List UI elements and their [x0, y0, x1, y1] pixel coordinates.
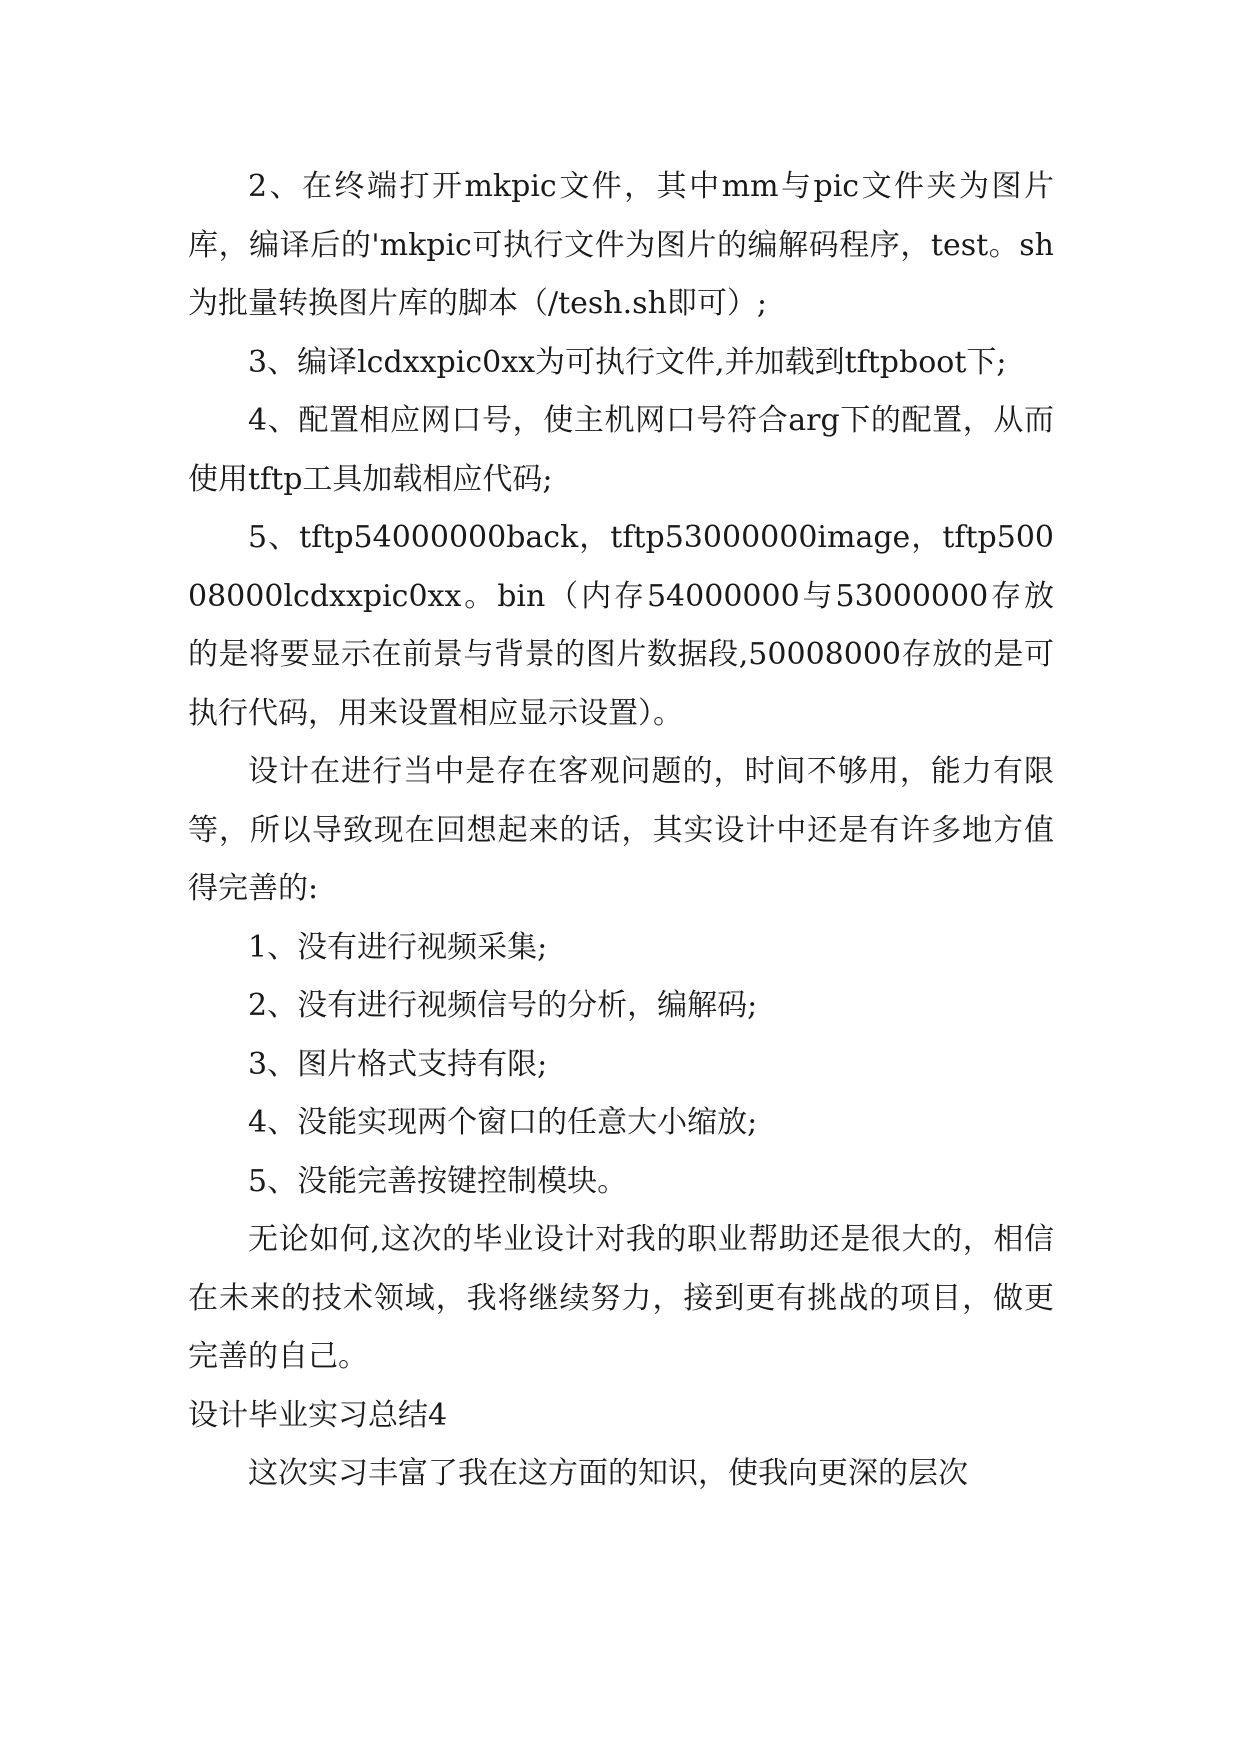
paragraph-step-4: 4、配置相应网口号，使主机网口号符合arg下的配置，从而使用tftp工具加载相应代码; — [188, 403, 1054, 497]
section-heading: 设计毕业实习总结4 — [188, 1397, 448, 1433]
paragraph-internship-summary: 这次实习丰富了我在这方面的知识，使我向更深的层次 — [248, 1456, 968, 1491]
paragraph-step-5: 5、tftp54000000back，tftp53000000image，tftp50008000lcdxxpic0xx。bin（内存54000000与53000000存放的是将要显示在前景与背景的图片数据段,50008000存放的是可执行代码，用来设置相应显示设置）。 — [188, 520, 1054, 731]
paragraph-step-2: 2、在终端打开mkpic文件，其中mm与pic文件夹为图片库，编译后的'mkpic可执行文件为图片的编解码程序，test。sh为批量转换图片库的脚本（/tesh.sh即可）; — [188, 169, 1054, 321]
document-body — [188, 158, 1054, 1504]
list-item-5: 5、没能完善按键控制模块。 — [248, 1163, 628, 1199]
list-item-1: 1、没有进行视频采集; — [248, 929, 548, 965]
paragraph-conclusion: 无论如何,这次的毕业设计对我的职业帮助还是很大的，相信在未来的技术领域，我将继续努力，接到更有挑战的项目，做更完善的自己。 — [188, 1222, 1054, 1374]
list-item-4: 4、没能实现两个窗口的任意大小缩放; — [248, 1105, 758, 1140]
paragraph-step-3: 3、编译lcdxxpic0xx为可执行文件,并加载到tftpboot下; — [248, 344, 1007, 380]
list-item-3: 3、图片格式支持有限; — [248, 1046, 548, 1082]
paragraph-design-issues: 设计在进行当中是存在客观问题的，时间不够用，能力有限等，所以导致现在回想起来的话，其实设计中还是有许多地方值得完善的: — [188, 754, 1054, 906]
list-item-2: 2、没有进行视频信号的分析，编解码; — [248, 988, 758, 1023]
